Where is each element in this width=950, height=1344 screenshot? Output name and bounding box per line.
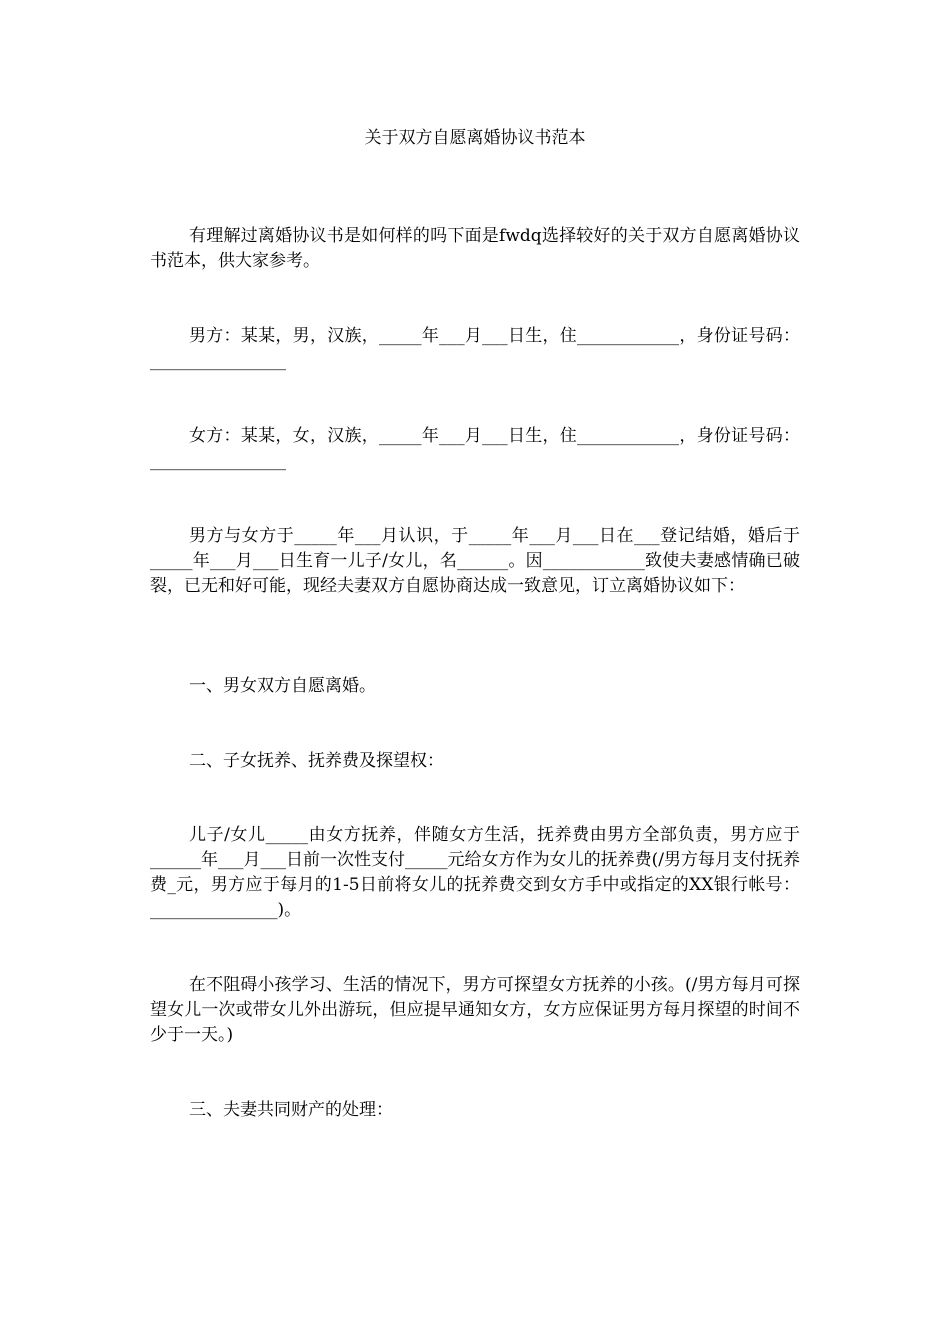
section-3-heading: 三、夫妻共同财产的处理： <box>189 1100 393 1120</box>
section-2-heading: 二、子女抚养、抚养费及探望权： <box>189 751 444 771</box>
woman-info-paragraph: 女方：某某，女，汉族，_____年___月___日生，住____________，身份证号码：________________ <box>150 426 800 471</box>
document-title: 关于双方自愿离婚协议书范本 <box>364 128 586 148</box>
child-support-paragraph: 儿子/女儿_____由女方抚养，伴随女方生活，抚养费由男方全部负责，男方应于______年___月___日前一次性支付_____元给女方作为女儿的抚养费(/男方每月支付抚养费_元，男方应于每月的1-5日前将女儿的抚养费交到女方手中或指定的XX银行帐号：_______________)。 <box>150 825 800 920</box>
intro-paragraph: 有理解过离婚协议书是如何样的吗下面是fwdq选择较好的关于双方自愿离婚协议书范本，供大家参考。 <box>150 226 800 271</box>
man-info-paragraph: 男方：某某，男，汉族，_____年___月___日生，住____________，身份证号码：________________ <box>150 326 800 371</box>
marriage-history-paragraph: 男方与女方于_____年___月认识，于_____年___月___日在___登记结婚，婚后于_____年___月___日生育一儿子/女儿，名______。因____________致使夫妻感情确已破裂，已无和好可能，现经夫妻双方自愿协商达成一致意见，订立离婚协议如下： <box>150 526 800 596</box>
section-1-heading: 一、男女双方自愿离婚。 <box>189 676 376 696</box>
visitation-paragraph: 在不阻碍小孩学习、生活的情况下，男方可探望女方抚养的小孩。(/男方每月可探望女儿一次或带女儿外出游玩，但应提早通知女方，女方应保证男方每月探望的时间不少于一天。) <box>150 975 800 1045</box>
